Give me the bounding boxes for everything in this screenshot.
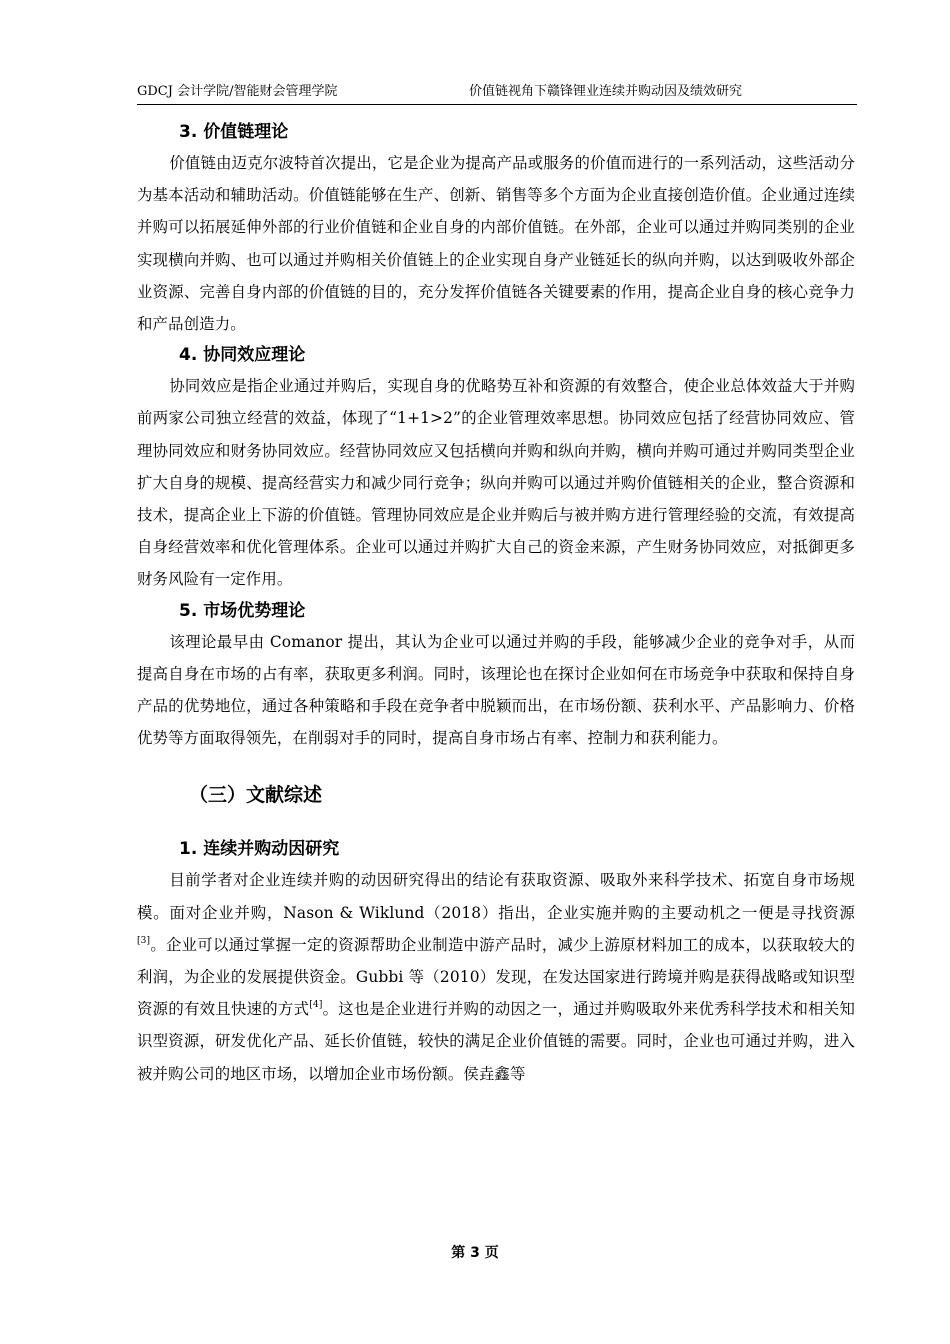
section-heading-value-chain: 3. 价值链理论 [179,122,289,142]
header-institution: GDCJ 会计学院/智能财会管理学院 [137,84,338,99]
part-heading-literature-review: （三）文献综述 [189,784,323,807]
page-body [137,117,855,1090]
spacer [137,810,855,834]
page-header [137,78,857,105]
spacer [137,754,855,780]
paragraph-market-advantage: 该理论最早由 Comanor 提出，其认为企业可以通过并购的手段，能够减少企业的竞争对手，从而提高自身在市场的占有率，获取更多利润。同时，该理论也在探讨企业如何在市场竞争中获取和保持自身产品的优势地位，通过各种策略和手段在竞争者中脱颖而出，在市场份额、获利水平、产品影响力、价格优势等方面取得领先，在削弱对手的同时，提高自身市场占有率、控制力和获利能力。 [137,632,855,748]
section-heading-motive-research: 1. 连续并购动因研究 [179,839,340,860]
citation-3: [3] [137,935,151,946]
paragraph-motive-research [137,864,855,1089]
text-run: 目前学者对企业连续并购的动因研究得出的结论有获取资源、吸取外来科学技术、拓宽自身市场规模。面对企业并购，Nason & Wiklund（2018）指出，企业实施并购的主要动机之一便是寻找资源 [137,871,855,922]
paragraph-synergy: 协同效应是指企业通过并购后，实现自身的优略势互补和资源的有效整合，使企业总体效益大于并购前两家公司独立经营的效益，体现了“1+1>2”的企业管理效率思想。协同效应包括了经营协同效应、管理协同效应和财务协同效应。经营协同效应又包括横向并购和纵向并购，横向并购可通过并购同类型企业扩大自身的规模、提高经营实力和减少同行竞争；纵向并购可以通过并购价值链相关的企业，整合资源和技术，提高企业上下游的价值链。管理协同效应是企业并购后与被并购方进行管理经验的交流，有效提高自身经营效率和优化管理体系。企业可以通过并购扩大自己的资金来源，产生财务协同效应，对抵御更多财务风险有一定作用。 [137,377,855,589]
page-number: 第 3 页 [451,1245,499,1261]
section-heading-synergy: 4. 协同效应理论 [179,345,306,366]
section-heading-market-advantage: 5. 市场优势理论 [179,600,306,621]
text-run: 。这也是企业进行并购的动因之一，通过并购吸取外来优秀科学技术和相关知识型资源，研发优化产品、延长价值链，较快的满足企业价值链的需要。同时，企业也可通过并购，进入被并购公司的地区市场，以增加企业市场份额。侯垚鑫等 [137,1000,855,1083]
paragraph-value-chain: 价值链由迈克尔波特首次提出，它是企业为提高产品或服务的价值而进行的一系列活动，这些活动分为基本活动和辅助活动。价值链能够在生产、创新、销售等多个方面为企业直接创造价值。企业通过连续并购可以拓展延伸外部的行业价值链和企业自身的内部价值链。在外部，企业可以通过并购同类别的企业实现横向并购、也可以通过并购相关价值链上的企业实现自身产业链延长的纵向并购，以达到吸收外部企业资源、完善自身内部的价值链的目的，充分发挥价值链各关键要素的作用，提高企业自身的核心竞争力和产品创造力。 [137,154,855,334]
citation-4: [4] [309,1000,323,1011]
text-run: 。企业可以通过掌握一定的资源帮助企业制造中游产品时，减少上游原材料加工的成本，以获取较大的利润，为企业的发展提供资金。Gubbi 等（2010）发现，在发达国家进行跨境并购是获得战略或知识型资源的有效且快速的方式 [137,935,855,1019]
header-thesis-title: 价值链视角下赣锋锂业连续并购动因及绩效研究 [469,84,743,99]
